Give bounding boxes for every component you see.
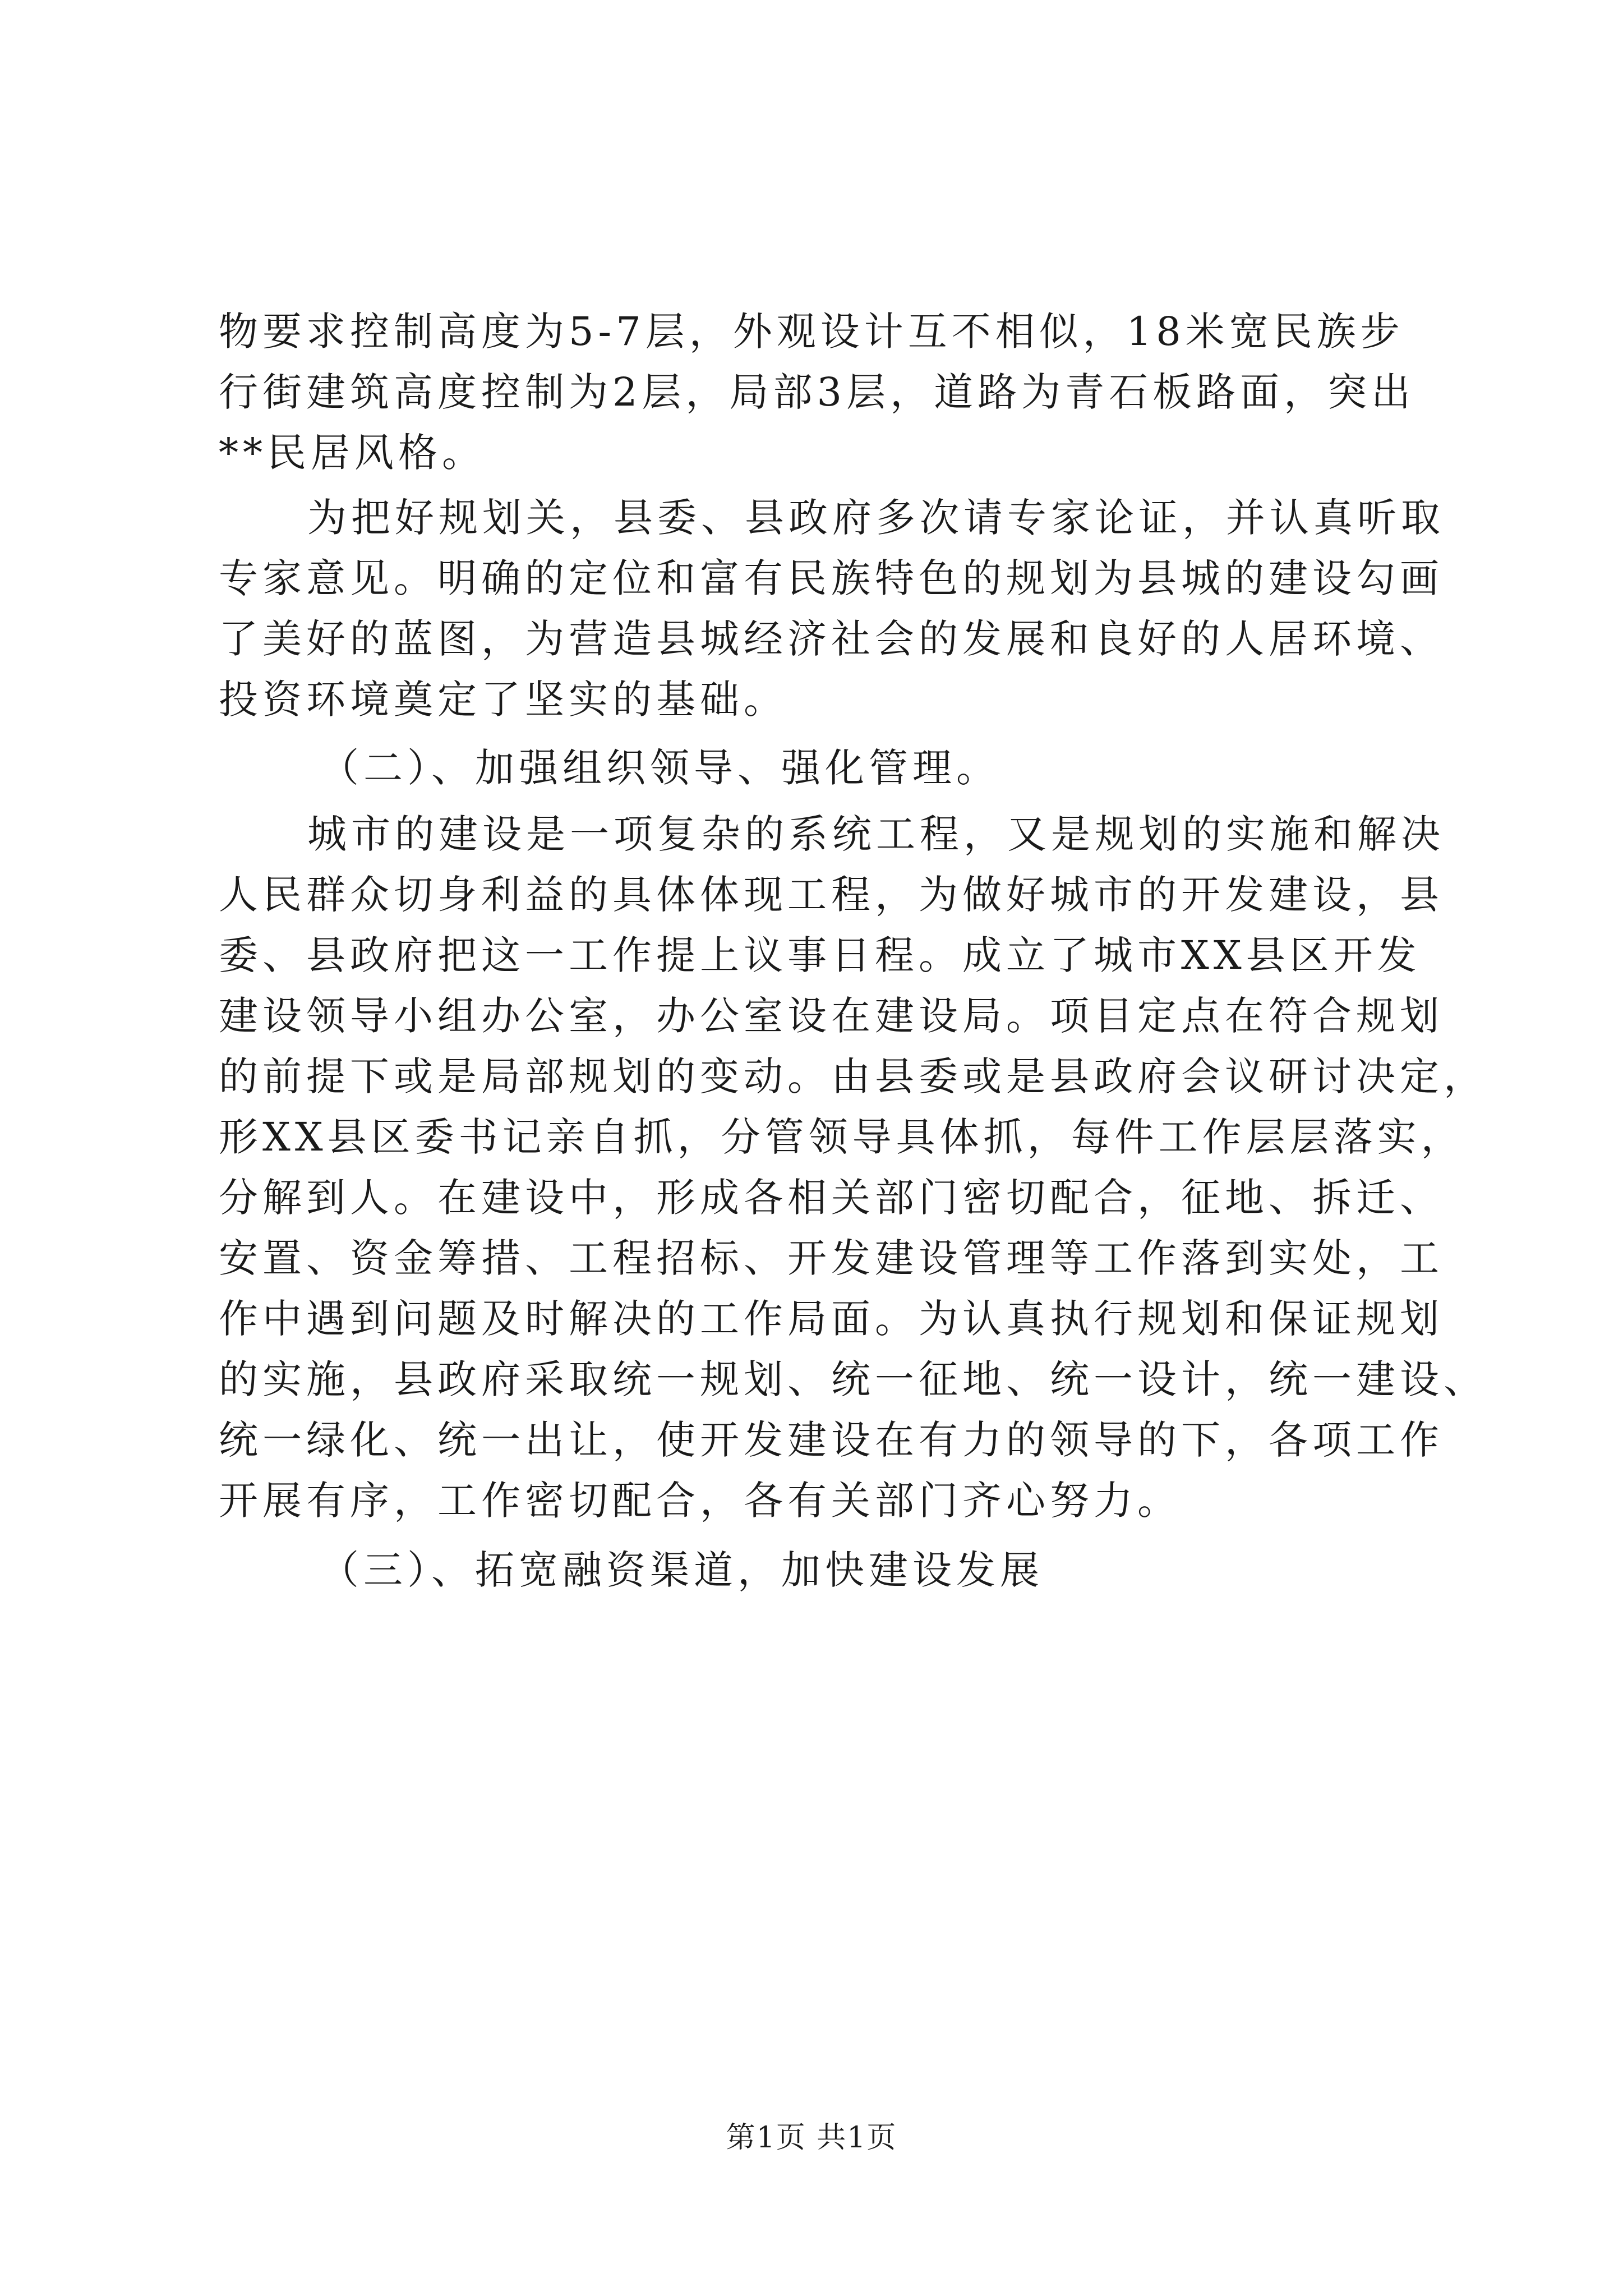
text-line: 开展有序，工作密切配合，各有关部门齐心努力。 <box>219 1478 1181 1524</box>
text-line: 的前提下或是局部规划的变动。由县委或是县政府会议研讨决定， <box>219 1053 1487 1099</box>
text-line: 安置、资金筹措、工程招标、开发建设管理等工作落到实处，工 <box>219 1235 1444 1281</box>
text-line: 物要求控制高度为5-7层，外观设计互不相似，18米宽民族步 <box>219 309 1404 355</box>
text-line: 委、县政府把这一工作提上议事日程。成立了城市XX县区开发 <box>219 932 1421 978</box>
text-line: 建设领导小组办公室，办公室设在建设局。项目定点在符合规划 <box>219 993 1444 1039</box>
text-line: 人民群众切身利益的具体体现工程，为做好城市的开发建设，县 <box>219 872 1444 918</box>
section-heading: （二）、加强组织领导、强化管理。 <box>320 745 1000 791</box>
page-number-footer: 第1页 共1页 <box>726 2121 897 2155</box>
text-line: 分解到人。在建设中，形成各相关部门密切配合，征地、拆迁、 <box>219 1175 1444 1221</box>
text-line: 统一绿化、统一出让，使开发建设在有力的领导的下，各项工作 <box>219 1417 1444 1463</box>
text-line: 行街建筑高度控制为2层，局部3层，道路为青石板路面，突出 <box>219 369 1415 415</box>
text-line: 的实施，县政府采取统一规划、统一征地、统一设计，统一建设、 <box>219 1356 1487 1402</box>
text-line: 投资环境奠定了坚实的基础。 <box>219 677 787 723</box>
section-heading: （三）、拓宽融资渠道，加快建设发展 <box>320 1547 1044 1593</box>
text-line: **民居风格。 <box>219 430 486 476</box>
text-line: 作中遇到问题及时解决的工作局面。为认真执行规划和保证规划 <box>219 1296 1444 1342</box>
text-line: 专家意见。明确的定位和富有民族特色的规划为县城的建设勾画 <box>219 555 1444 601</box>
text-line: 形XX县区委书记亲自抓，分管领导具体抓，每件工作层层落实， <box>219 1114 1465 1160</box>
paragraph-first-line: 城市的建设是一项复杂的系统工程，又是规划的实施和解决 <box>307 811 1445 857</box>
text-line: 了美好的蓝图，为营造县城经济社会的发展和良好的人居环境、 <box>219 616 1444 662</box>
paragraph-first-line: 为把好规划关，县委、县政府多次请专家论证，并认真听取 <box>307 495 1445 541</box>
